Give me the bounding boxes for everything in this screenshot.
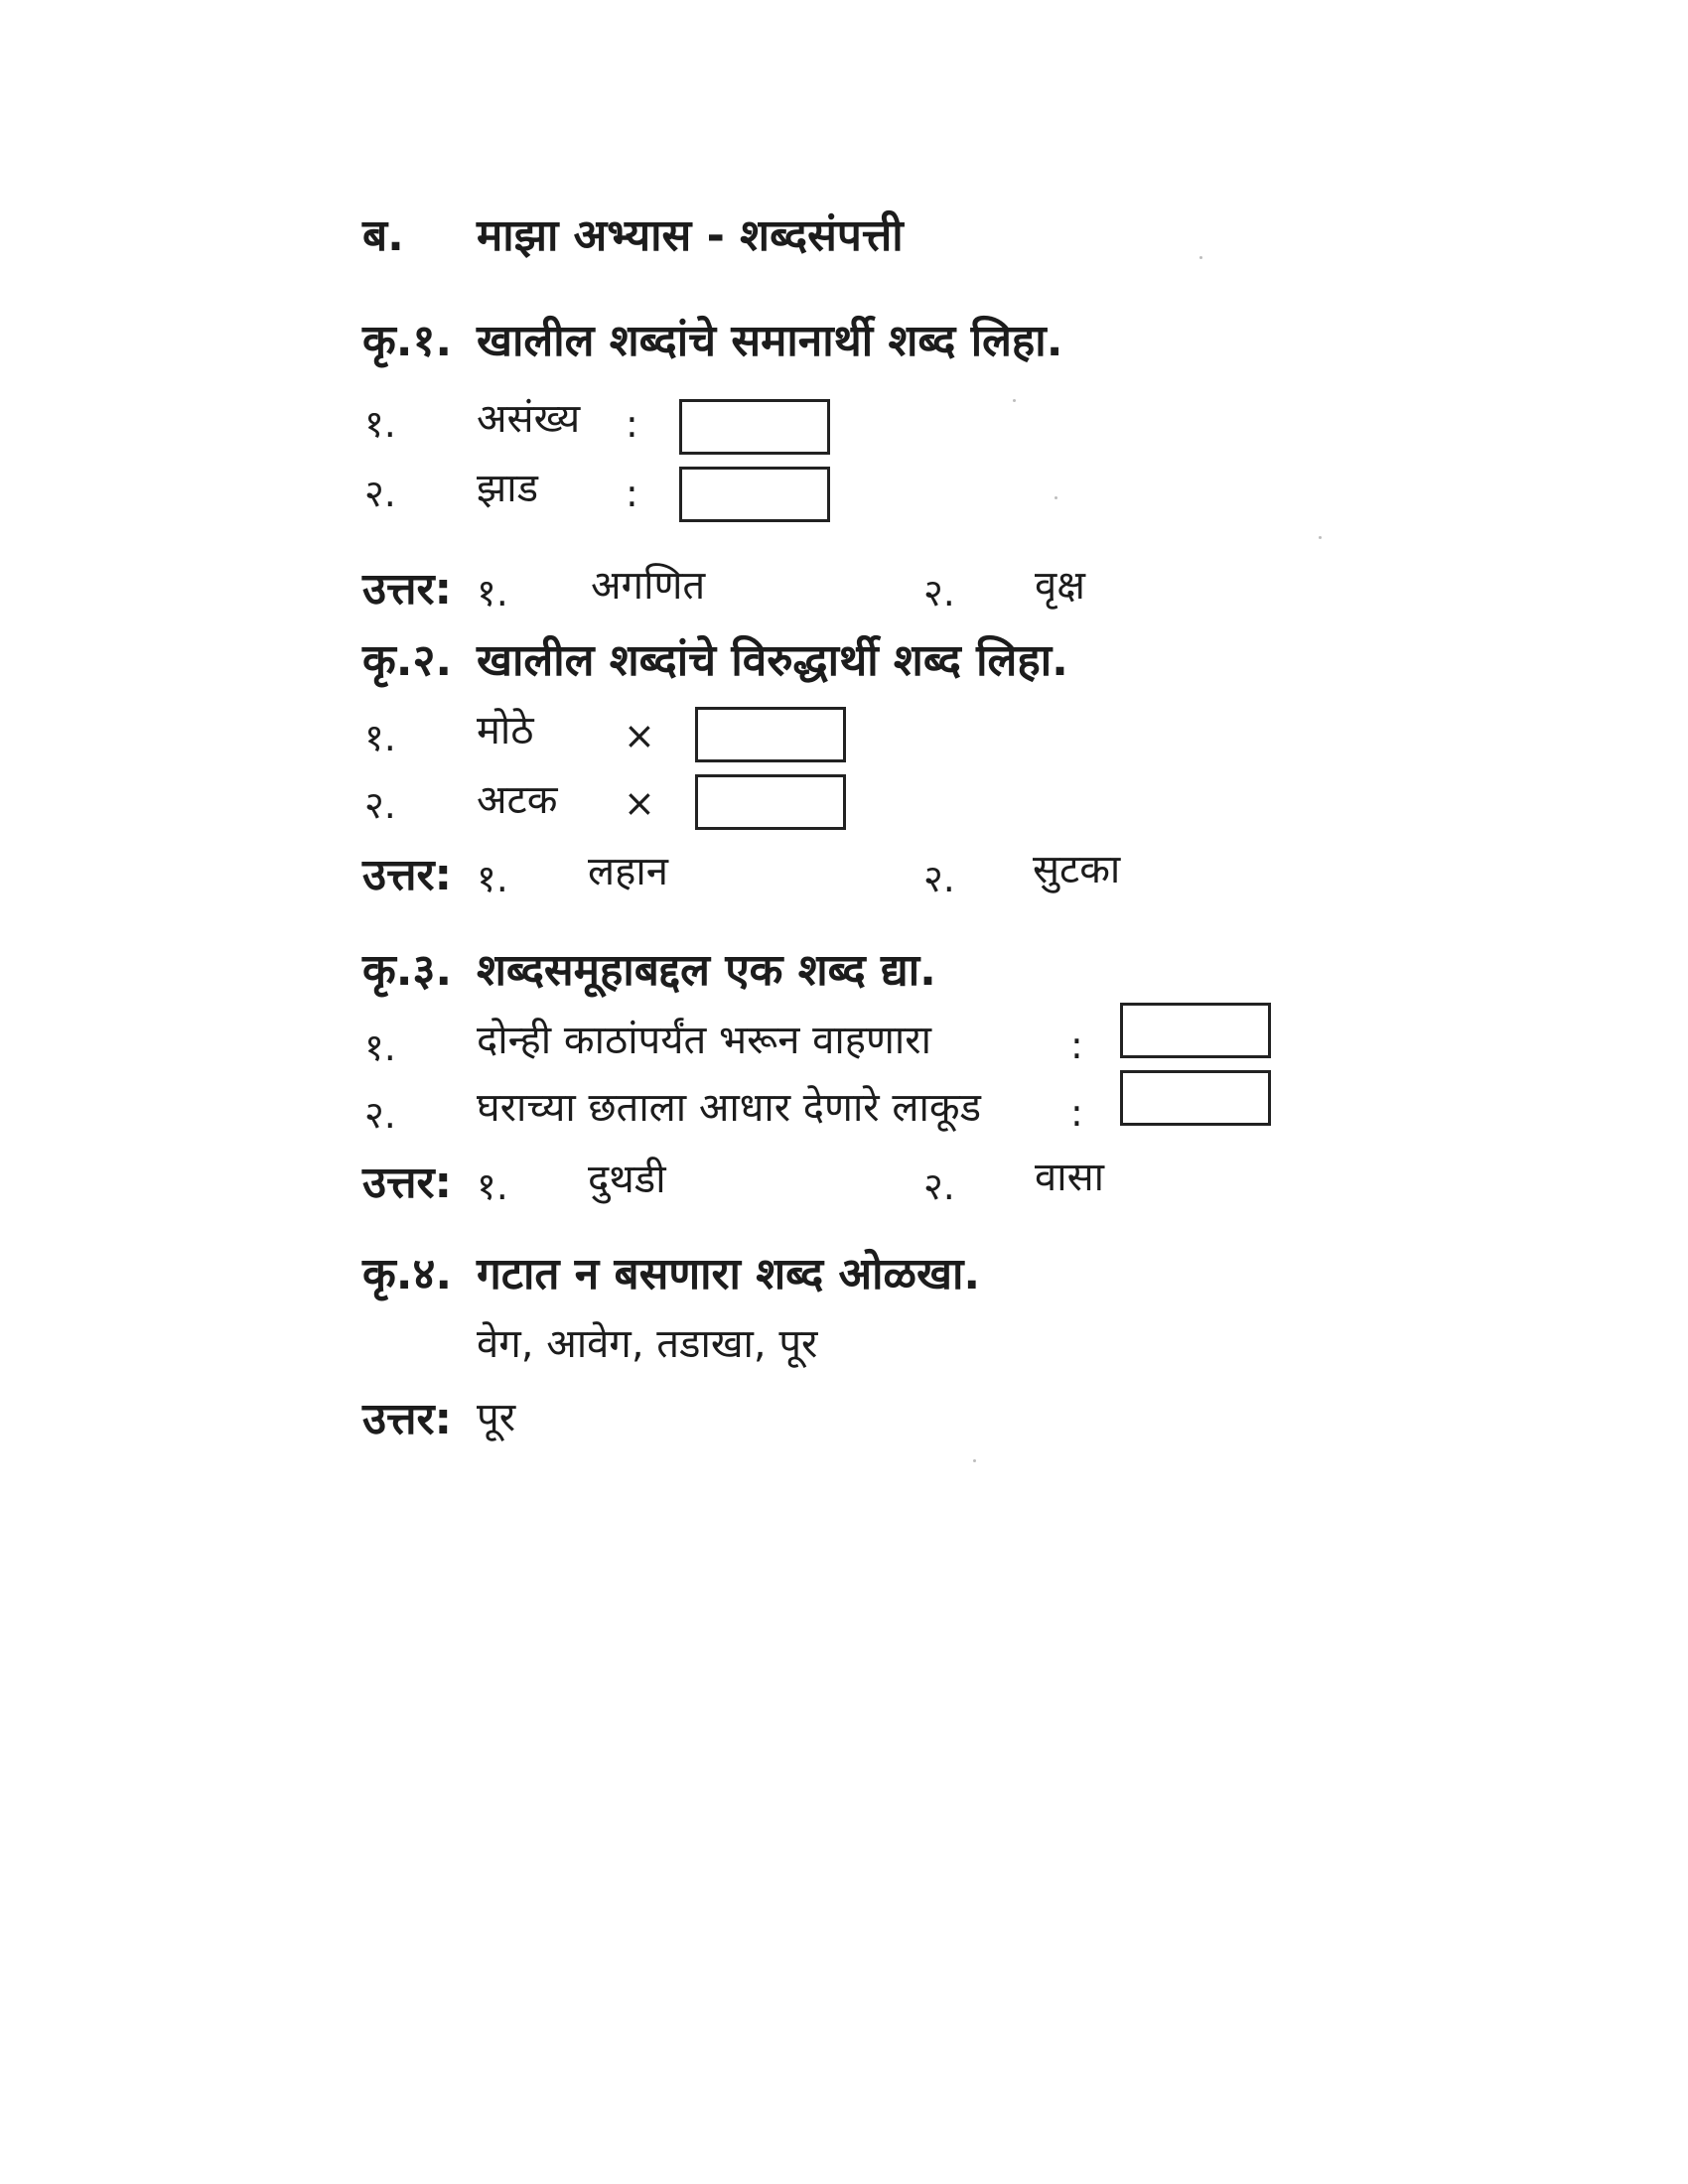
q3-item-2-answer-box[interactable] [1120, 1070, 1271, 1126]
scan-speck [973, 1459, 976, 1462]
q1-item-1-number: १. [364, 402, 396, 446]
q1-item-2-separator: : [626, 472, 638, 515]
q4-prompt: गटात न बसणारा शब्द ओळखा. [477, 1249, 981, 1299]
q4-answer-label: उत्तर: [362, 1394, 453, 1444]
q2-answer-1-text: लहान [588, 849, 668, 894]
q1-item-2-number: २. [364, 472, 396, 515]
q2-item-2-answer-box[interactable] [695, 774, 846, 830]
q2-item-2-number: २. [364, 783, 396, 827]
q1-item-1-separator: : [626, 402, 638, 446]
q3-item-1-number: १. [364, 1025, 396, 1069]
section-title: माझा अभ्यास - शब्दसंपत्ती [477, 210, 904, 261]
q4-word-group: वेग, आवेग, तडाखा, पूर [477, 1321, 818, 1367]
q1-answer-2-text: वृक्ष [1035, 563, 1085, 609]
q3-answer-label: उत्तर: [362, 1158, 453, 1208]
q2-item-1-word: मोठे [477, 708, 534, 753]
q1-prompt: खालील शब्दांचे समानार्थी शब्द लिहा. [477, 316, 1063, 366]
q3-item-2-number: २. [364, 1093, 396, 1137]
scan-speck [1055, 496, 1057, 499]
q2-number: कृ.२. [362, 635, 453, 686]
q1-answer-1-text: अगणित [591, 563, 706, 609]
q3-item-1-separator: : [1070, 1024, 1083, 1067]
q3-prompt: शब्दसमूहाबद्दल एक शब्द द्या. [477, 945, 936, 996]
q3-item-2-separator: : [1070, 1091, 1083, 1135]
q3-item-2-phrase: घराच्या छताला आधार देणारे लाकूड [477, 1085, 981, 1131]
q3-answer-1-text: दुथडी [588, 1157, 666, 1202]
q2-item-2-separator: × [624, 781, 655, 825]
q2-answer-1-number: १. [477, 857, 508, 900]
q2-prompt: खालील शब्दांचे विरुद्धार्थी शब्द लिहा. [477, 635, 1068, 686]
q2-item-2-word: अटक [477, 777, 558, 823]
scan-speck [1319, 536, 1322, 539]
q1-item-2-word: झाड [477, 466, 538, 511]
section-label: ब. [362, 210, 404, 261]
scan-speck [1013, 399, 1016, 402]
q2-item-1-answer-box[interactable] [695, 707, 846, 762]
q1-item-1-word: असंख्य [477, 396, 581, 442]
q3-answer-2-number: २. [923, 1164, 955, 1208]
q2-answer-2-text: सुटका [1033, 847, 1121, 892]
q3-item-1-phrase: दोन्ही काठांपर्यंत भरून वाहणारा [477, 1018, 931, 1063]
q1-answer-2-number: २. [923, 571, 955, 614]
q3-item-1-answer-box[interactable] [1120, 1003, 1271, 1058]
q3-answer-2-text: वासा [1035, 1155, 1104, 1200]
q4-answer-text: पूर [477, 1395, 516, 1440]
q2-item-1-number: १. [364, 716, 396, 759]
q1-item-2-answer-box[interactable] [679, 467, 830, 522]
q2-item-1-separator: × [624, 714, 655, 757]
q1-item-1-answer-box[interactable] [679, 399, 830, 455]
q1-number: कृ.१. [362, 316, 453, 366]
q4-number: कृ.४. [362, 1249, 453, 1299]
scan-speck [1199, 256, 1202, 259]
q3-answer-1-number: १. [477, 1164, 508, 1208]
q2-answer-label: उत्तर: [362, 850, 453, 900]
q1-answer-1-number: १. [477, 571, 508, 614]
q1-answer-label: उत्तर: [362, 564, 453, 614]
q2-answer-2-number: २. [923, 857, 955, 900]
q3-number: कृ.३. [362, 945, 453, 996]
